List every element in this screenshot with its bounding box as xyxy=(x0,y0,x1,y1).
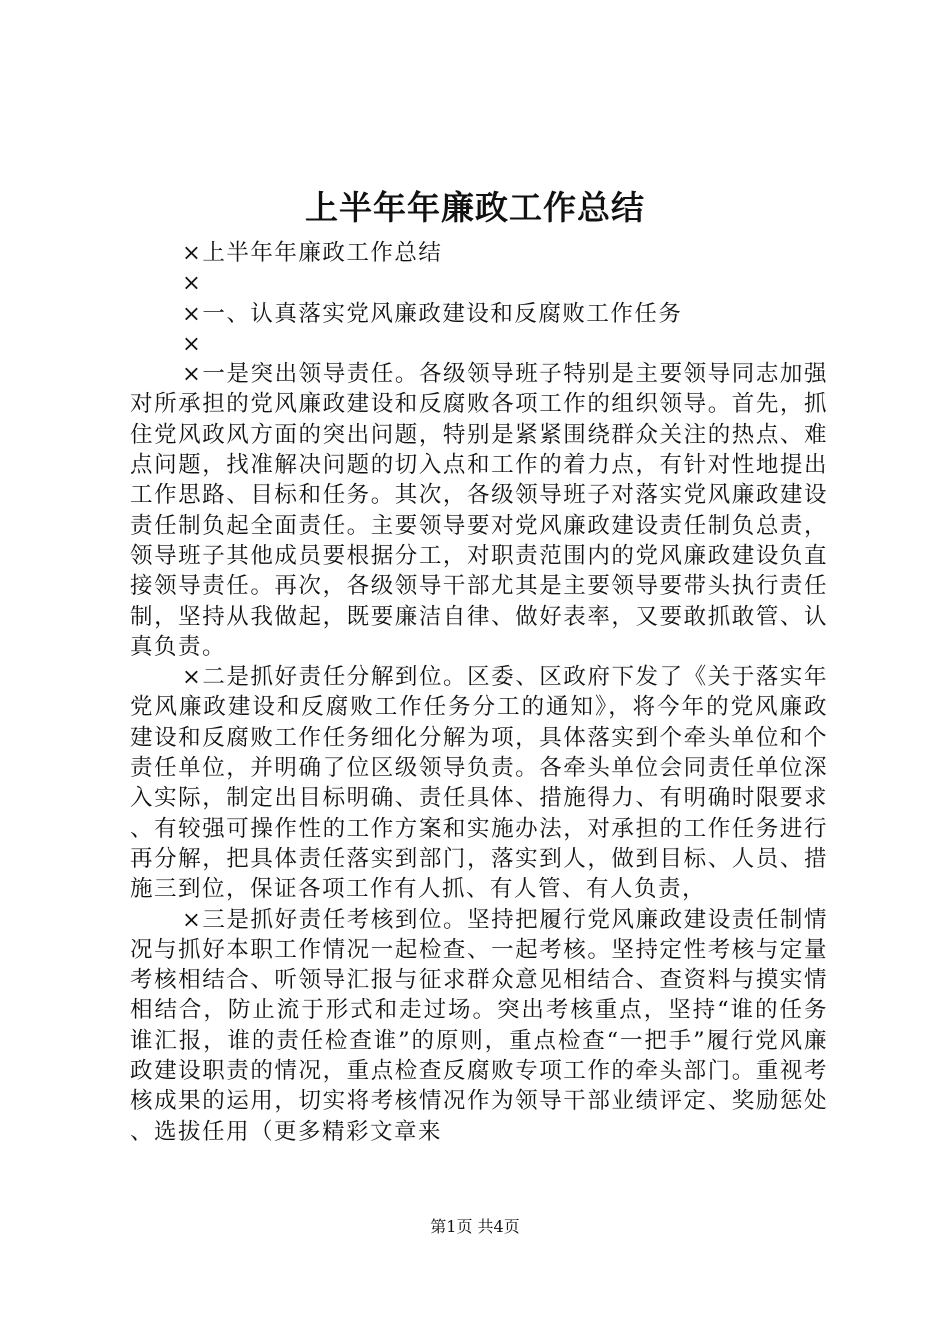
document-body xyxy=(130,238,828,1147)
paragraph-leadership-responsibility: ×一是突出领导责任。各级领导班子特别是主要领导同志加强对所承担的党风廉政建设和反腐败各项工作的组织领导。首先，抓住党风政风方面的突出问题，特别是紧紧围绕群众关注的热点、难点问题，找准解决问题的切入点和工作的着力点，有针对性地提出工作思路、目标和任务。其次，各级领导班子对落实党风廉政建设责任制负起全面责任。主要领导要对党风廉政建设责任制负总责，领导班子其他成员要根据分工，对职责范围内的党风廉政建设负直接领导责任。再次，各级领导干部尤其是主要领导要带头执行责任制，坚持从我做起，既要廉洁自律、做好表率，又要敢抓敢管、认真负责。 xyxy=(130,361,828,660)
document-line: ×上半年年廉政工作总结 xyxy=(182,240,443,266)
paragraph-responsibility-decomposition: ×二是抓好责任分解到位。区委、区政府下发了《关于落实年党风廉政建设和反腐败工作任务分工的通知》，将今年的党风廉政建设和反腐败工作任务细化分解为项，具体落实到个牵头单位和个责任单位，并明确了位区级领导负责。各牵头单位会同责任单位深入实际，制定出目标明确、责任具体、措施得力、有明确时限要求、有较强可操作性的工作方案和实施办法，对承担的工作任务进行再分解，把具体责任落实到部门，落实到人，做到目标、人员、措施三到位，保证各项工作有人抓、有人管、有人负责， xyxy=(130,664,828,903)
document-line: × xyxy=(182,330,203,357)
document-line: × xyxy=(182,270,203,297)
paragraph-responsibility-assessment: ×三是抓好责任考核到位。坚持把履行党风廉政建设责任制情况与抓好本职工作情况一起检查、一起考核。坚持定性考核与定量考核相结合、听领导汇报与征求群众意见相结合、查资料与摸实情相结合，防止流于形式和走过场。突出考核重点，坚持“谁的任务谁汇报，谁的责任检查谁”的原则，重点检查“一把手”履行党风廉政建设职责的情况，重点检查反腐败专项工作的牵头部门。重视考核成果的运用，切实将考核情况作为领导干部业绩评定、奖励惩处、选拔任用（更多精彩文章来 xyxy=(130,906,828,1145)
document-title: 上半年年廉政工作总结 xyxy=(305,188,645,227)
section-heading: ×一、认真落实党风廉政建设和反腐败工作任务 xyxy=(182,300,683,327)
page-number: 第1页 共4页 xyxy=(430,1217,520,1236)
